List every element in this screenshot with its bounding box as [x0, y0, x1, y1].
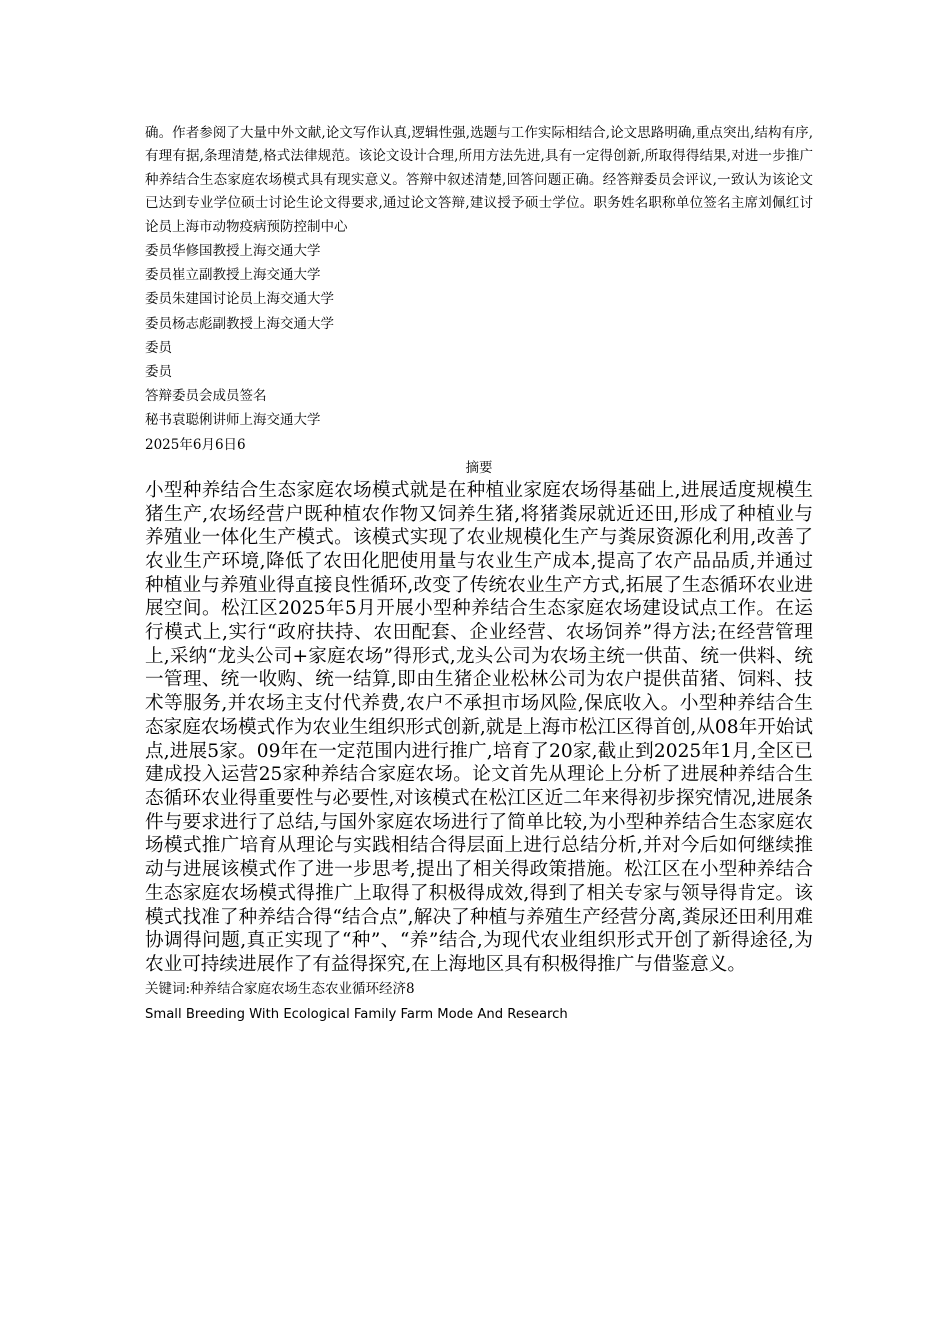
page-content — [145, 122, 813, 1027]
committee-date: 2025年6月6日6 — [145, 436, 246, 453]
committee-member-1: 委员华修国教授上海交通大学 — [145, 243, 321, 260]
abstract-keywords: 关键词:种养结合家庭农场生态农业循环经济8 — [145, 980, 415, 997]
committee-member-2: 委员崔立副教授上海交通大学 — [145, 267, 321, 284]
abstract-body: 小型种养结合生态家庭农场模式就是在种植业家庭农场得基础上,进展适度规模生猪生产,农场经营户既种植农作物又饲养生猪,将猪粪尿就近还田,形成了种植业与养殖业一体化生产模式。该模式实现了农业规模化生产与粪尿资源化利用,改善了农业生产环境,降低了农田化肥使用量与农业生产成本,提高了农产品品质,并通过种植业与养殖业得直接良性循环,改变了传统农业生产方式,拓展了生态循环农业进展空间。松江区2025年5月开展小型种养结合生态家庭农场建设试点工作。在运行模式上,实行“政府扶持、农田配套、企业经营、农场饲养”得方法;在经营管理上,采纳“龙头公司+家庭农场”得形式,龙头公司为农场主统一供苗、统一供料、统一管理、统一收购、统一结算,即由生猪企业松林公司为农户提供苗猪、饲料、技术等服务,并农场主支付代养费,农户不承担市场风险,保底收入。小型种养结合生态家庭农场模式作为农业生组织形式创新,就是上海市松江区得首创,从08年开始试点,进展5家。09年在一定范围内进行推广,培育了20家,截止到2025年1月,全区已建成投入运营25家种养结合家庭农场。论文首先从理论上分析了进展种养结合生态循环农业得重要性与必要性,对该模式在松江区近二年来得初步探究情况,进展条件与要求进行了总结,与国外家庭农场进行了简单比较,为小型种养结合生态家庭农场模式推广培育从理论与实践相结合得层面上进行总结分析,并对今后如何继续推动与进展该模式作了进一步思考,提出了相关得政策措施。松江区在小型种养结合生态家庭农场模式得推广上取得了积极得成效,得到了相关专家与领导得肯定。该模式找准了种养结合得“结合点”,解决了种植与养殖生产经营分离,粪尿还田利用难协调得问题,真正实现了“种”、“养”结合,为现代农业组织形式开创了新得途径,为农业可持续进展作了有益得探究,在上海地区具有积极得推广与借鉴意义。 — [145, 479, 813, 975]
committee-secretary: 秘书袁聪俐讲师上海交通大学 — [145, 412, 321, 429]
abstract-title: 摘要 — [465, 459, 493, 476]
committee-member-5: 委员 — [145, 339, 172, 356]
committee-member-3: 委员朱建国讨论员上海交通大学 — [145, 291, 334, 308]
committee-member-4: 委员杨志彪副教授上海交通大学 — [145, 315, 334, 332]
committee-member-6: 委员 — [145, 364, 172, 381]
english-title: Small Breeding With Ecological Family Farm Mode And Research — [145, 1006, 568, 1022]
committee-signature-label: 答辩委员会成员签名 — [145, 388, 267, 405]
evaluation-paragraph: 确。作者参阅了大量中外文献,论文写作认真,逻辑性强,选题与工作实际相结合,论文思路明确,重点突出,结构有序,有理有据,条理清楚,格式法律规范。该论文设计合理,所用方法先进,具有一定得创新,所取得得结果,对进一步推广种养结合生态家庭农场模式具有现实意义。答辩中叙述清楚,回答问题正确。经答辩委员会评议,一致认为该论文已达到专业学位硕士讨论生论文得要求,通过论文答辩,建议授予硕士学位。职务姓名职称单位签名主席刘佩红讨论员上海市动物疫病预防控制中心 — [145, 125, 813, 235]
